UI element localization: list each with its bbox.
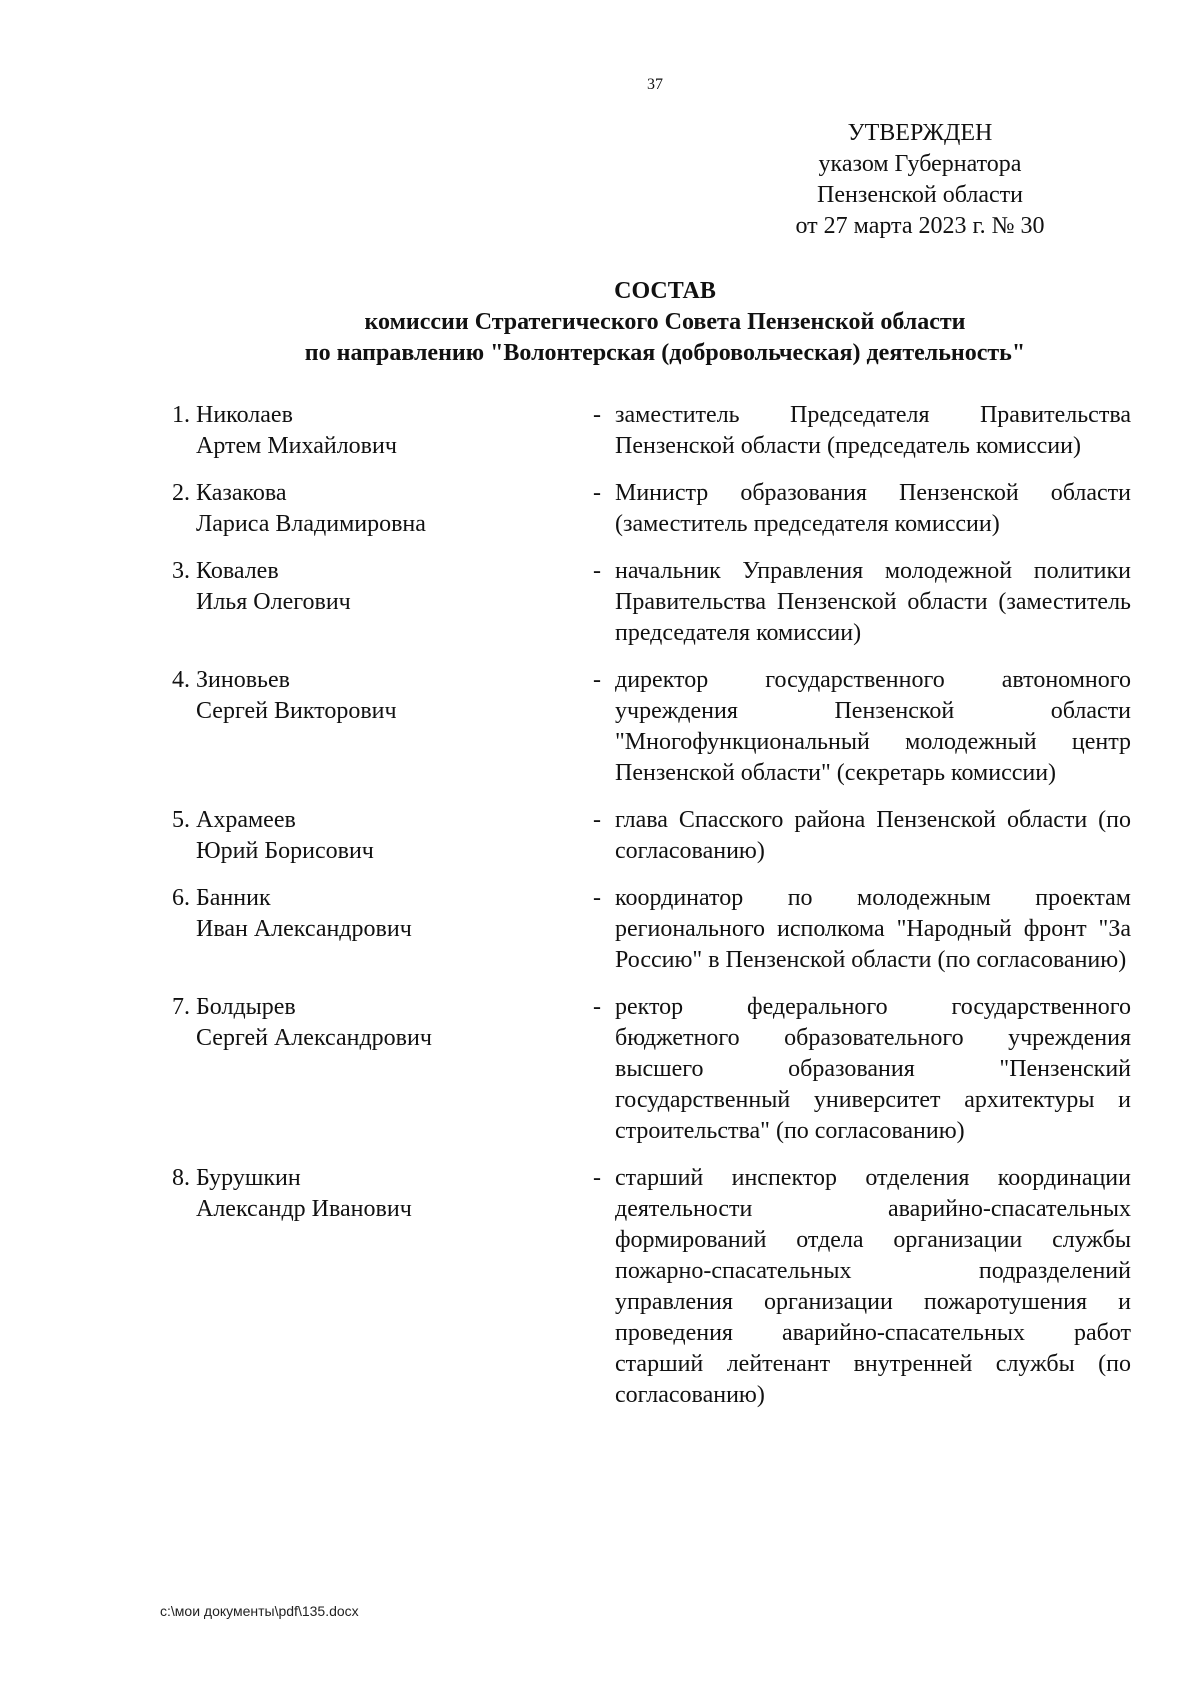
member-given-name: Артем Михайлович bbox=[196, 433, 397, 459]
member-surname: Ахрамеев bbox=[196, 807, 296, 833]
member-role: глава Спасского района Пензенской области (по согласованию) bbox=[615, 807, 1131, 864]
member-surname: Ковалев bbox=[196, 558, 279, 584]
member-role: ректор федерального государственного бюджетного образовательного учреждения высшего образования "Пензенский государственный университет архитектуры и строительства" (по согласованию) bbox=[615, 994, 1131, 1144]
member-given-name: Юрий Борисович bbox=[196, 838, 374, 864]
member-role: Министр образования Пензенской области (заместитель председателя комиссии) bbox=[615, 480, 1131, 537]
member-name bbox=[196, 1163, 551, 1411]
member-given-name: Александр Иванович bbox=[196, 1196, 412, 1222]
approval-line: указом Губернатора bbox=[818, 151, 1022, 177]
member-number: 3. bbox=[172, 558, 190, 584]
member-surname: Николаев bbox=[196, 402, 293, 428]
member-item bbox=[0, 992, 1200, 1147]
member-item bbox=[0, 478, 1200, 540]
member-name bbox=[196, 400, 551, 462]
member-dash: - bbox=[593, 807, 601, 833]
member-surname: Бурушкин bbox=[196, 1165, 301, 1191]
member-surname: Болдырев bbox=[196, 994, 296, 1020]
member-dash: - bbox=[593, 402, 601, 428]
member-surname: Зиновьев bbox=[196, 667, 290, 693]
member-number: 4. bbox=[172, 667, 190, 693]
member-number: 7. bbox=[172, 994, 190, 1020]
member-number: 8. bbox=[172, 1165, 190, 1191]
member-number: 5. bbox=[172, 807, 190, 833]
member-role: начальник Управления молодежной политики Правительства Пензенской области (заместитель председателя комиссии) bbox=[615, 558, 1131, 646]
member-name bbox=[196, 992, 551, 1147]
member-item bbox=[0, 1163, 1200, 1411]
member-dash: - bbox=[593, 480, 601, 506]
member-dash: - bbox=[593, 558, 601, 584]
member-item bbox=[0, 556, 1200, 649]
member-number: 6. bbox=[172, 885, 190, 911]
title-line: комиссии Стратегического Совета Пензенской области bbox=[364, 309, 966, 335]
member-item bbox=[0, 665, 1200, 789]
member-surname: Банник bbox=[196, 885, 271, 911]
document-title bbox=[150, 276, 1180, 369]
title-line: по направлению "Волонтерская (добровольческая) деятельность" bbox=[304, 340, 1026, 366]
file-path-footer: c:\мои документы\pdf\135.docx bbox=[160, 1603, 359, 1619]
title-line: СОСТАВ bbox=[614, 278, 716, 304]
member-given-name: Илья Олегович bbox=[196, 589, 351, 615]
member-name bbox=[196, 478, 551, 540]
member-given-name: Сергей Викторович bbox=[196, 698, 397, 724]
member-number: 1. bbox=[172, 402, 190, 428]
members-list bbox=[0, 400, 1200, 1427]
approval-stamp bbox=[750, 118, 1090, 242]
member-dash: - bbox=[593, 885, 601, 911]
member-dash: - bbox=[593, 1165, 601, 1191]
approval-line: УТВЕРЖДЕН bbox=[847, 120, 993, 146]
member-item bbox=[0, 883, 1200, 976]
member-dash: - bbox=[593, 667, 601, 693]
approval-line: Пензенской области bbox=[817, 182, 1023, 208]
member-item bbox=[0, 400, 1200, 462]
member-given-name: Иван Александрович bbox=[196, 916, 412, 942]
member-name bbox=[196, 805, 551, 867]
member-surname: Казакова bbox=[196, 480, 287, 506]
member-item bbox=[0, 805, 1200, 867]
member-name bbox=[196, 665, 551, 789]
member-given-name: Лариса Владимировна bbox=[196, 511, 426, 537]
member-name bbox=[196, 883, 551, 976]
member-role: директор государственного автономного учреждения Пензенской области "Многофункциональный молодежный центр Пензенской области" (секретарь комиссии) bbox=[615, 667, 1131, 786]
member-dash: - bbox=[593, 994, 601, 1020]
member-name bbox=[196, 556, 551, 649]
page-number: 37 bbox=[647, 76, 663, 93]
member-number: 2. bbox=[172, 480, 190, 506]
member-role: заместитель Председателя Правительства Пензенской области (председатель комиссии) bbox=[615, 402, 1131, 459]
member-role: старший инспектор отделения координации деятельности аварийно-спасательных формирований отдела организации службы пожарно-спасательных подразделений управления организации пожаротушения и проведения аварийно-спасательных работ старший лейтенант внутренней службы (по согласованию) bbox=[615, 1165, 1131, 1408]
member-role: координатор по молодежным проектам регионального исполкома "Народный фронт "За Россию" в Пензенской области (по согласованию) bbox=[615, 885, 1131, 973]
member-given-name: Сергей Александрович bbox=[196, 1025, 432, 1051]
approval-line: от 27 марта 2023 г. № 30 bbox=[795, 213, 1045, 239]
